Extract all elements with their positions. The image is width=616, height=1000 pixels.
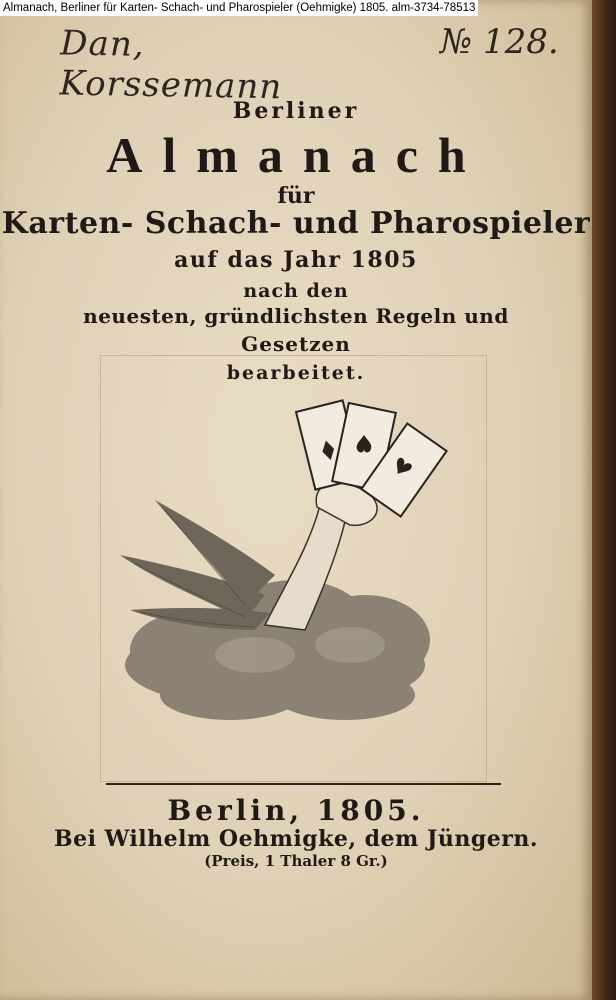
divider-rule (106, 783, 501, 785)
imprint-price: (Preis, 1 Thaler 8 Gr.) (204, 852, 388, 870)
imprint-place-year: Berlin, 1805. (167, 794, 425, 827)
imprint-publisher: Bei Wilhelm Oehmigke, dem Jüngern. (53, 826, 538, 852)
title-line-3: für (277, 183, 315, 209)
title-line-4: Karten- Schach- und Pharospieler (1, 206, 591, 241)
title-year: auf das Jahr 1805 (174, 247, 418, 273)
winged-hand-icon (95, 395, 455, 725)
handwritten-number: № 128. (440, 22, 559, 62)
book-spine (592, 0, 616, 1000)
image-caption: Almanach, Berliner für Karten- Schach- und Pharospieler (Oehmigke) 1805. alm-3734-78513 (0, 0, 478, 16)
title-line-8: Gesetzen (241, 332, 351, 356)
handwritten-signature: Dan, Korssemann (59, 23, 283, 108)
title-line-1: Berliner (232, 98, 360, 124)
wing-icon (120, 500, 275, 630)
title-line-9: bearbeitet. (226, 362, 366, 384)
title-main: Almanach (106, 127, 486, 183)
title-line-6: nach den (243, 280, 349, 302)
title-line-7: neuesten, gründlichsten Regeln und (83, 304, 509, 328)
